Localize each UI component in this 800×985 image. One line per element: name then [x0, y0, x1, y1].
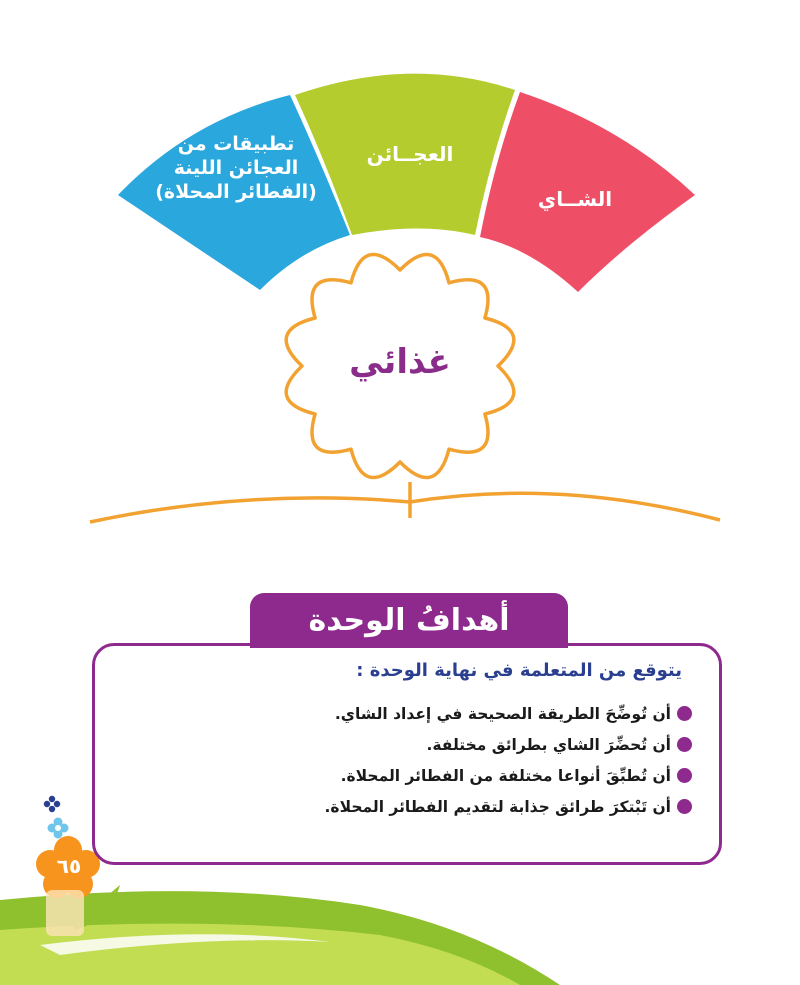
petal-label-middle: العجــائن [366, 142, 454, 166]
bullet-icon [677, 737, 692, 752]
page-number-tab [46, 890, 84, 936]
objective-item [132, 791, 692, 822]
bullet-icon [677, 706, 692, 721]
objectives-intro: يتوقع من المتعلمة في نهاية الوحدة : [356, 660, 682, 681]
small-flower-dark-icon [44, 796, 60, 812]
objectives-list [132, 698, 692, 822]
objective-item [132, 698, 692, 729]
objective-text: أن تُوضِّحَ الطريقة الصحيحة في إعداد الشاي. [334, 704, 671, 723]
small-flower-light-icon [48, 818, 69, 839]
petal-label-left: تطبيقات من العجائن اللينة (الفطائر المحلاة) [155, 133, 317, 203]
objective-item [132, 729, 692, 760]
page-number: ٦٥ [56, 854, 82, 878]
objective-text: أن تُطبِّقَ أنواعا مختلفة من الفطائر المحلاة. [340, 766, 671, 785]
objective-item [132, 760, 692, 791]
objectives-banner: أهدافُ الوحدة [250, 593, 568, 648]
objective-text: أن تَبْتكرَ طرائق جذابة لتقديم الفطائر المحلاة. [324, 797, 671, 816]
objective-text: أن تُحضِّرَ الشاي بطرائق مختلفة. [426, 735, 671, 754]
petal-label-right: الشــاي [537, 187, 613, 211]
ground-line [90, 493, 720, 522]
bullet-icon [677, 799, 692, 814]
bullet-icon [677, 768, 692, 783]
flower-title: غذائي [349, 342, 451, 382]
